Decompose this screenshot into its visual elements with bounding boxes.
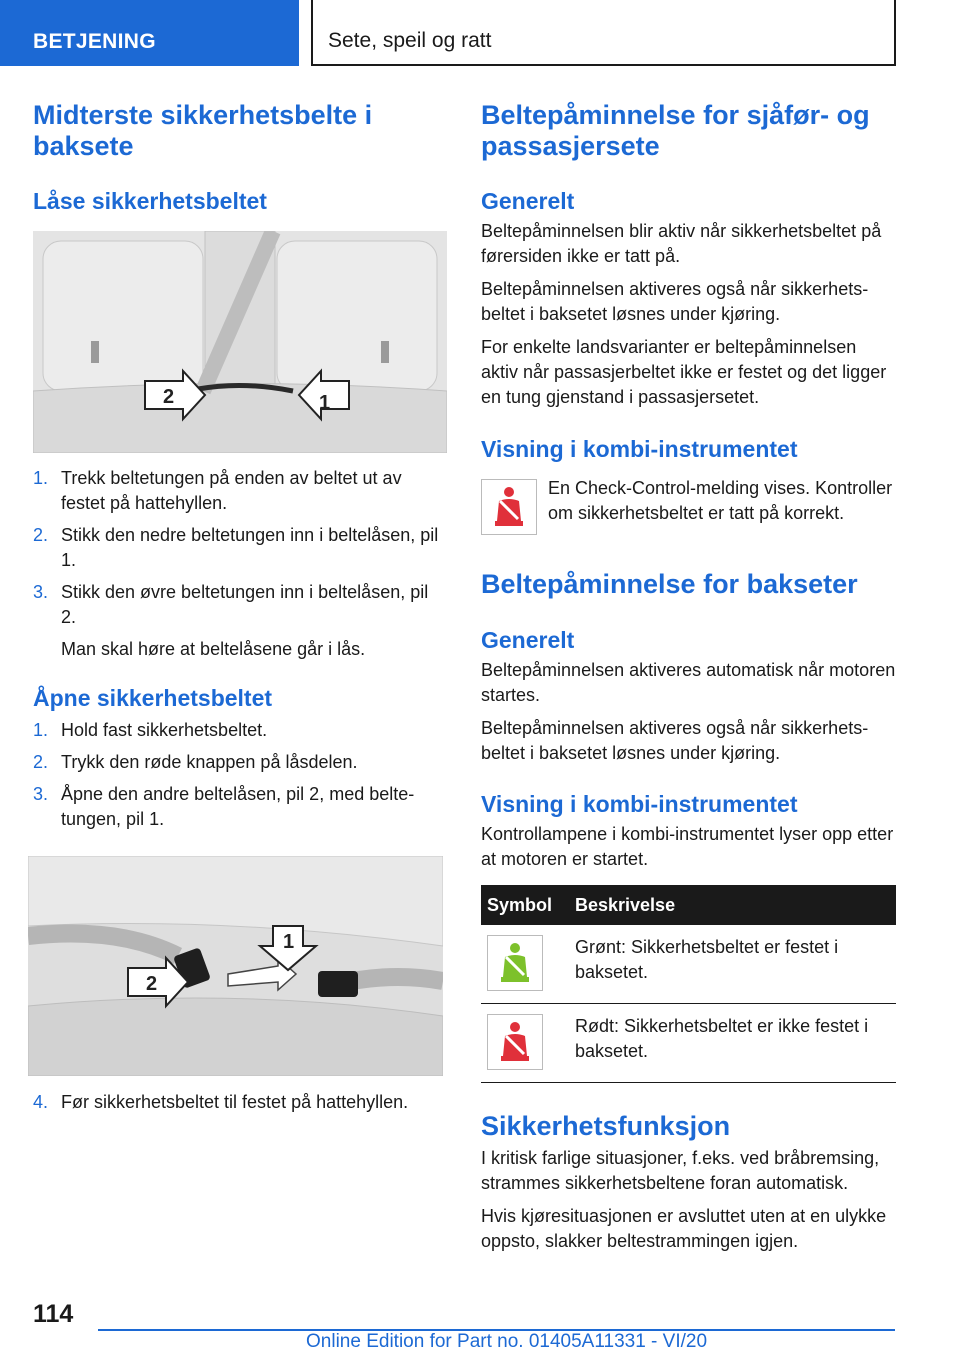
seatbelt-green-icon [487,935,543,991]
step-number: 3. [33,582,49,602]
lock-note: Man skal høre at beltelåsene går i lås. [61,639,366,659]
page-number: 114 [33,1300,74,1328]
display-note-row [481,476,896,535]
step-number: 4. [33,1092,49,1112]
display-note-text: En Check-Control-melding vises. Kontroller om sikkerhetsbeltet er tatt på korrekt. [548,478,893,523]
heading-general-2: Generelt [481,627,575,653]
step-text: Hold fast sikkerhetsbeltet. [61,720,268,740]
symbol-cell [481,925,569,1004]
step-number: 2. [33,525,49,545]
rear-seat-illustration [33,231,447,453]
step-text: Stikk den nedre beltetungen inn i beltelåsen, pil 1. [61,525,439,570]
symbol-table [481,885,896,1083]
list-item [33,750,447,775]
list-item [33,718,447,743]
section-title-safety-function: Sikkerhetsfunksjon [481,1111,731,1141]
figure-rear-seat-buckles [33,231,447,453]
paragraph: Beltepåminnelsen aktiveres automatisk når motoren startes. [481,660,896,705]
figure-buckle-release [28,856,443,1076]
paragraph: I kritisk farlige situasjoner, f.eks. ved bråbremsing, strammes sikkerhetsbeltene foran automatisk. [481,1148,880,1193]
step-number: 1. [33,720,49,740]
seatbelt-warning-icon [481,479,537,535]
heading-display-1: Visning i kombi-instrumentet [481,436,798,462]
paragraph: Beltepåminnelsen blir aktiv når sikkerhetsbeltet på førersiden ikke er tatt på. [481,221,882,266]
list-item [33,1090,447,1115]
arrow-label-2: 2 [163,386,175,408]
list-item [33,466,447,516]
step-text: Åpne den andre beltelåsen, pil 2, med beltetungen, pil 1. [61,784,415,829]
paragraph: Hvis kjøresituasjonen er avsluttet uten at en ulykke oppsto, slakker beltestrammingen igjen. [481,1206,887,1251]
section-tab: BETJENING [0,0,299,66]
final-step-list [33,1090,447,1115]
table-header-row [481,885,896,925]
paragraph: Kontrollampene i kombi-instrumentet lyser opp etter at motoren er startet. [481,824,894,869]
arrow-label-2: 2 [146,973,158,995]
seatbelt-red-icon [487,1014,543,1070]
lock-steps-list [33,466,447,630]
table-row [481,925,896,1004]
step-text: Stikk den øvre beltetungen inn i beltelåsen, pil 2. [61,582,429,627]
heading-display-2: Visning i kombi-instrumentet [481,791,798,817]
section-title-rear-reminder: Beltepåminnelse for bakseter [481,569,858,599]
arrow-label-1: 1 [283,931,295,953]
column-header-description: Beskrivelse [569,885,896,925]
chapter-title: Sete, speil og ratt [311,0,896,66]
heading-general-1: Generelt [481,188,575,214]
step-number: 3. [33,784,49,804]
step-text: Trykk den røde knappen på låsdelen. [61,752,358,772]
heading-open-belt: Åpne sikkerhetsbeltet [33,685,273,711]
buckle-release-illustration [28,856,443,1076]
arrow-label-1: 1 [319,392,331,414]
step-text: Før sikkerhetsbeltet til festet på hattehyllen. [61,1092,409,1112]
step-text: Trekk beltetungen på enden av beltet ut av festet på hattehyllen. [61,468,402,513]
paragraph: Beltepåminnelsen aktiveres også når sikkerhetsbeltet i baksetet løsnes under kjøring. [481,718,869,763]
table-row [481,1004,896,1083]
symbol-cell [481,1004,569,1083]
open-steps-list [33,718,447,832]
column-header-symbol: Symbol [481,885,569,925]
list-item [33,580,447,630]
section-title-middle-belt: Midterste sikkerhetsbelte i baksete [33,100,373,161]
section-title-driver-reminder: Beltepåminnelse for sjåfør- og passasjersete [481,100,870,161]
paragraph: For enkelte landsvarianter er beltepåminnelsen aktiv når passasjerbeltet ikke er festet og det ligger en tung gjenstand i passasjersetet. [481,337,887,407]
paragraph: Beltepåminnelsen aktiveres også når sikkerhetsbeltet i baksetet løsnes under kjøring. [481,279,869,324]
heading-lock-belt: Låse sikkerhetsbeltet [33,188,267,214]
footer-edition: Online Edition for Part no. 01405A11331 - VI/20 [306,1331,708,1352]
step-number: 2. [33,752,49,772]
right-column [481,100,896,1254]
list-item [33,523,447,573]
left-column [33,100,447,1115]
description-cell: Rødt: Sikkerhetsbeltet er ikke festet i baksetet. [569,1004,896,1083]
list-item [33,782,447,832]
step-number: 1. [33,468,49,488]
description-cell: Grønt: Sikkerhetsbeltet er festet i baksetet. [569,925,896,1004]
